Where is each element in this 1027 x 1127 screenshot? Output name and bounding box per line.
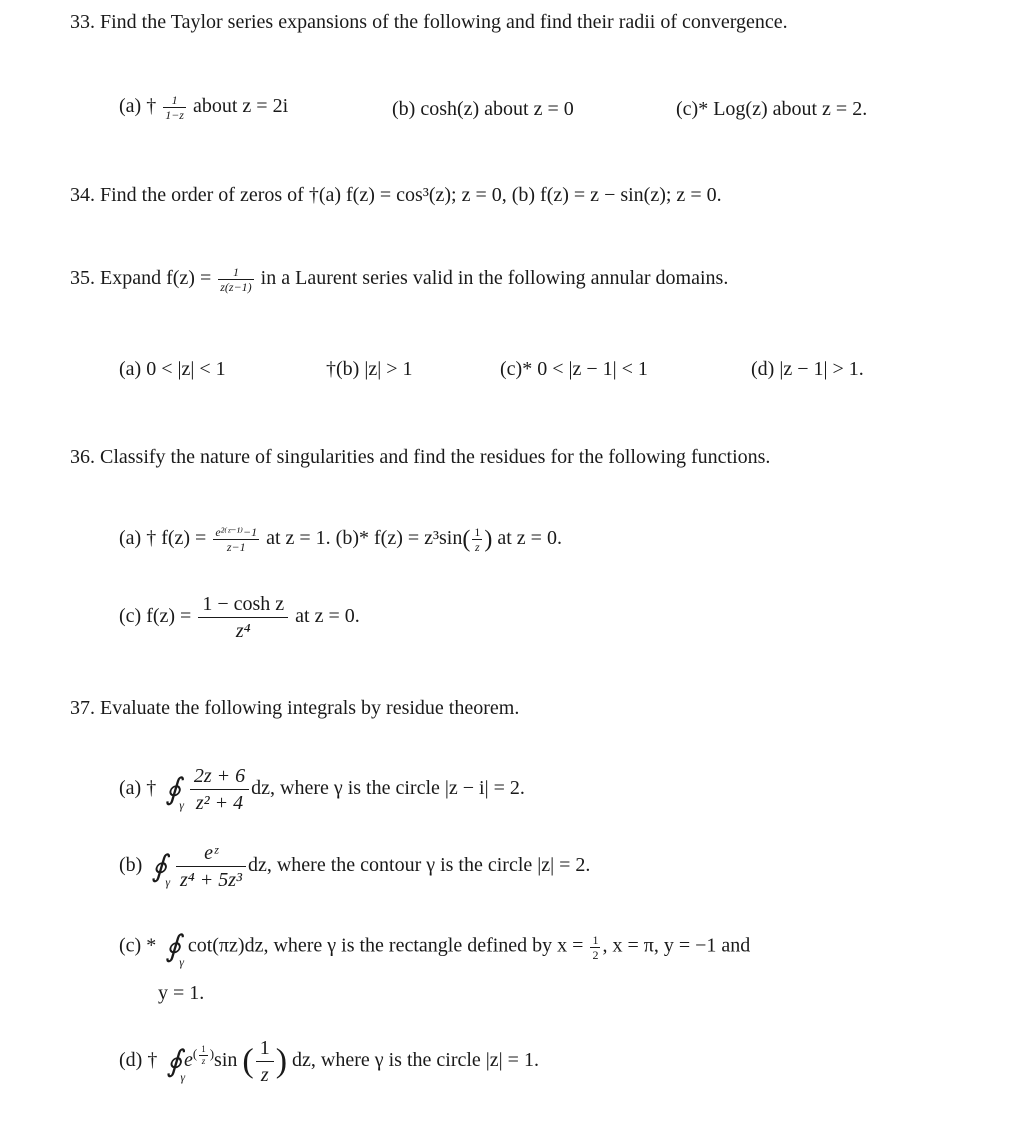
right-paren: )	[484, 526, 493, 553]
q33-part-b: (b) cosh(z) about z = 0	[392, 98, 574, 120]
q37-part-a	[119, 766, 525, 813]
part-label: (a) †	[119, 777, 157, 800]
fraction	[176, 843, 246, 890]
numerator: 1	[474, 525, 481, 539]
sin-label: sin	[214, 1049, 238, 1072]
q35-part-c: (c)* 0 < |z − 1| < 1	[500, 358, 648, 380]
denominator: z² + 4	[195, 792, 244, 814]
fraction	[198, 594, 288, 641]
denominator: z(z−1)	[220, 280, 252, 294]
contour-integral-icon: ∮ γ	[165, 772, 184, 812]
denominator: z⁴	[235, 620, 251, 642]
question-36	[70, 447, 770, 467]
q33-part-c: (c)* Log(z) about z = 2.	[676, 98, 868, 120]
question-number: 34.	[70, 184, 95, 206]
part-label: (d) †	[119, 1049, 158, 1072]
fraction	[190, 766, 249, 813]
numerator: 1	[592, 932, 599, 947]
fraction	[472, 526, 482, 553]
q36-part-c	[119, 594, 360, 641]
numerator: 1	[201, 1043, 206, 1054]
q35-part-a: (a) 0 < |z| < 1	[119, 358, 226, 380]
part-label: (a) †	[119, 95, 157, 118]
question-text-post: in a Laurent series valid in the following annular domains.	[260, 267, 729, 290]
denominator: z	[475, 540, 480, 554]
question-33	[70, 12, 788, 32]
question-37	[70, 698, 519, 718]
question-text: Find the Taylor series expansions of the following and find their radii of convergence.	[100, 11, 788, 33]
denominator: 1−z	[165, 108, 184, 122]
denominator: z−1	[226, 540, 246, 554]
part-a-pre: (a) † f(z) =	[119, 527, 207, 550]
exponent: ( 1 z )	[192, 1043, 215, 1066]
part-c-pre: (c) f(z) =	[119, 605, 192, 628]
question-text-pre: Expand f(z) =	[100, 267, 212, 290]
denominator: 2	[592, 947, 599, 962]
part-post: dz, where γ is the circle |z| = 1.	[292, 1049, 539, 1072]
question-number: 35.	[70, 267, 95, 290]
part-post: dz, where the contour γ is the circle |z| = 2.	[247, 854, 591, 877]
q37-part-c	[119, 930, 751, 969]
q33-part-a	[119, 94, 288, 121]
question-number: 33.	[70, 11, 95, 33]
q37-part-b	[119, 843, 590, 890]
question-34	[70, 185, 722, 205]
contour-integral-icon: ∮ γ	[165, 930, 184, 969]
denominator: z⁴ + 5z³	[179, 869, 242, 891]
denominator: z	[260, 1064, 269, 1086]
contour-subscript: γ	[180, 1069, 186, 1084]
q35-part-b: †(b) |z| > 1	[326, 358, 413, 380]
denominator: z	[201, 1055, 206, 1066]
fraction	[213, 526, 259, 553]
fraction	[256, 1038, 274, 1085]
part-a-post: at z = 1. (b)* f(z) = z³sin	[266, 527, 463, 550]
part-post: dz, where γ is the circle |z − i| = 2.	[251, 777, 525, 800]
numerator: eᶻ	[176, 843, 246, 867]
q35-part-d: (d) |z − 1| > 1.	[751, 358, 864, 380]
question-number: 37.	[70, 697, 95, 719]
numerator: 1 − cosh z	[198, 594, 288, 618]
part-tail: about z = 2i	[192, 95, 289, 118]
question-number: 36.	[70, 446, 95, 468]
part-tail: , x = π, y = −1 and	[602, 934, 751, 957]
question-text: Find the order of zeros of †(a) f(z) = cos³(z); z = 0, (b) f(z) = z − sin(z); z = 0.	[100, 184, 722, 206]
fraction	[199, 1045, 208, 1066]
part-body: cot(πz)dz, where γ is the rectangle defined by x =	[187, 934, 584, 957]
left-paren: (	[242, 1042, 254, 1080]
q36-part-a-b	[119, 526, 562, 553]
left-paren: (	[462, 526, 471, 553]
question-text: Classify the nature of singularities and find the residues for the following functions.	[100, 446, 771, 468]
contour-subscript: γ	[165, 874, 171, 889]
contour-integral-icon: ∮ γ	[151, 849, 171, 889]
contour-subscript: γ	[179, 797, 184, 812]
contour-integral-icon: ∮ γ	[166, 1044, 186, 1084]
numerator: 1	[256, 1038, 274, 1062]
q37-part-c-line2: y = 1.	[158, 982, 205, 1004]
fraction	[163, 94, 186, 121]
numerator: 1	[218, 266, 253, 280]
part-label: (c) *	[119, 934, 157, 957]
numerator: 2z + 6	[190, 766, 249, 790]
part-label: (b)	[119, 854, 143, 877]
numerator: e²⁽ᶻ⁻¹⁾−1	[215, 525, 258, 539]
exp-base: e	[183, 1049, 193, 1072]
q37-part-d	[119, 1038, 539, 1085]
part-b-post: at z = 0.	[497, 527, 562, 550]
fraction	[218, 266, 253, 293]
numerator: 1	[163, 94, 186, 108]
question-35	[70, 266, 728, 293]
contour-subscript: γ	[179, 955, 184, 969]
fraction	[590, 934, 600, 961]
right-paren: )	[275, 1042, 288, 1080]
question-text: Evaluate the following integrals by residue theorem.	[100, 697, 520, 719]
part-c-post: at z = 0.	[295, 605, 360, 628]
